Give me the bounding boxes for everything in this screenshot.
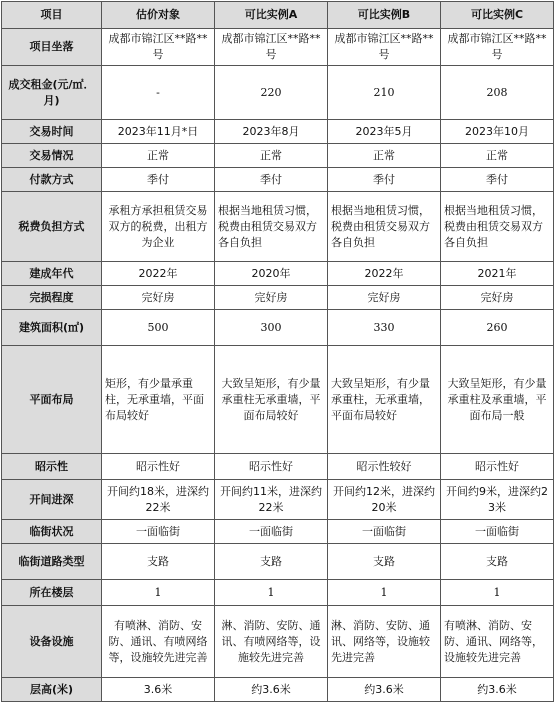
table-cell: 昭示性较好 bbox=[328, 454, 441, 480]
row-label: 昭示性 bbox=[2, 454, 102, 480]
table-row-floor-area bbox=[2, 310, 554, 346]
comparison-table bbox=[1, 1, 554, 702]
table-cell: 一面临街 bbox=[441, 520, 554, 544]
table-row-road-type bbox=[2, 544, 554, 580]
table-cell: 季付 bbox=[441, 168, 554, 192]
table-cell: 支路 bbox=[215, 544, 328, 580]
table-cell: 开间约9米，进深约23米 bbox=[441, 480, 554, 520]
table-row-facilities bbox=[2, 606, 554, 678]
table-row-built-year bbox=[2, 262, 554, 286]
table-cell: 淋、消防、安防、通讯、网络等，设施较先进完善 bbox=[328, 606, 441, 678]
row-label: 项目坐落 bbox=[2, 29, 102, 66]
table-cell: 一面临街 bbox=[328, 520, 441, 544]
table-cell: 2023年11月*日 bbox=[102, 120, 215, 144]
table-cell: 1 bbox=[441, 580, 554, 606]
table-cell: 2023年8月 bbox=[215, 120, 328, 144]
table-cell: 2023年10月 bbox=[441, 120, 554, 144]
table-row-transaction-status bbox=[2, 144, 554, 168]
table-cell: 支路 bbox=[102, 544, 215, 580]
table-cell: 正常 bbox=[328, 144, 441, 168]
table-cell: 约3.6米 bbox=[441, 678, 554, 702]
table-cell: 开间约18米，进深约22米 bbox=[102, 480, 215, 520]
table-cell: 季付 bbox=[215, 168, 328, 192]
row-label: 层高(米) bbox=[2, 678, 102, 702]
row-label: 完损程度 bbox=[2, 286, 102, 310]
table-cell: 有喷淋、消防、安防、通讯、有喷网络等，设施较先进完善 bbox=[102, 606, 215, 678]
table-cell: 根据当地租赁习惯，税费由租赁交易双方各自负担 bbox=[441, 192, 554, 262]
row-label: 交易时间 bbox=[2, 120, 102, 144]
header-subject: 估价对象 bbox=[102, 2, 215, 29]
table-cell: 有喷淋、消防、安防、通讯、网络等，设施较先进完善 bbox=[441, 606, 554, 678]
row-label: 设备设施 bbox=[2, 606, 102, 678]
row-label: 建筑面积(㎡) bbox=[2, 310, 102, 346]
table-cell: 完好房 bbox=[215, 286, 328, 310]
table-cell: 完好房 bbox=[328, 286, 441, 310]
table-cell: 季付 bbox=[328, 168, 441, 192]
table-cell: 成都市锦江区**路**号 bbox=[328, 29, 441, 66]
table-cell: 220 bbox=[215, 66, 328, 120]
table-cell: 300 bbox=[215, 310, 328, 346]
table-cell: 开间约11米，进深约22米 bbox=[215, 480, 328, 520]
table-cell: 支路 bbox=[441, 544, 554, 580]
table-cell: 成都市锦江区**路**号 bbox=[215, 29, 328, 66]
table-row-storey-height bbox=[2, 678, 554, 702]
header-comparable-c: 可比实例C bbox=[441, 2, 554, 29]
row-label: 成交租金(元/㎡．月) bbox=[2, 66, 102, 120]
table-cell: 昭示性好 bbox=[102, 454, 215, 480]
table-cell: 正常 bbox=[441, 144, 554, 168]
row-label: 临街道路类型 bbox=[2, 544, 102, 580]
table-row-visibility bbox=[2, 454, 554, 480]
table-cell: 矩形，有少量承重柱，无承重墙，平面布局较好 bbox=[102, 346, 215, 454]
table-cell: 根据当地租赁习惯，税费由租赁交易双方各自负担 bbox=[215, 192, 328, 262]
table-cell: 1 bbox=[215, 580, 328, 606]
table-cell: 淋、消防、安防、通讯、有喷网络等，设施较先进完善 bbox=[215, 606, 328, 678]
table-cell: 约3.6米 bbox=[215, 678, 328, 702]
table-cell: 大致呈矩形，有少量承重柱，无承重墙，平面布局较好 bbox=[328, 346, 441, 454]
row-label: 临街状况 bbox=[2, 520, 102, 544]
row-label: 平面布局 bbox=[2, 346, 102, 454]
table-cell: 约3.6米 bbox=[328, 678, 441, 702]
table-row-location bbox=[2, 29, 554, 66]
table-row-payment bbox=[2, 168, 554, 192]
table-cell: 260 bbox=[441, 310, 554, 346]
table-row-street-frontage bbox=[2, 520, 554, 544]
table-cell: 2023年5月 bbox=[328, 120, 441, 144]
row-label: 交易情况 bbox=[2, 144, 102, 168]
table-cell: 大致呈矩形，有少量承重柱及承重墙，平面布局一般 bbox=[441, 346, 554, 454]
table-cell: 完好房 bbox=[102, 286, 215, 310]
row-label: 付款方式 bbox=[2, 168, 102, 192]
table-cell: 2022年 bbox=[102, 262, 215, 286]
row-label: 开间进深 bbox=[2, 480, 102, 520]
table-cell: 昭示性好 bbox=[441, 454, 554, 480]
table-cell: 正常 bbox=[215, 144, 328, 168]
table-row-condition bbox=[2, 286, 554, 310]
table-cell: 330 bbox=[328, 310, 441, 346]
table-cell: 季付 bbox=[102, 168, 215, 192]
table-cell: 1 bbox=[328, 580, 441, 606]
table-cell: 500 bbox=[102, 310, 215, 346]
header-item: 项目 bbox=[2, 2, 102, 29]
table-cell: 支路 bbox=[328, 544, 441, 580]
table-cell: 承租方承担租赁交易双方的税费，出租方为企业 bbox=[102, 192, 215, 262]
table-cell: 一面临街 bbox=[102, 520, 215, 544]
row-label: 建成年代 bbox=[2, 262, 102, 286]
table-row-tax-burden bbox=[2, 192, 554, 262]
header-comparable-a: 可比实例A bbox=[215, 2, 328, 29]
table-cell: 1 bbox=[102, 580, 215, 606]
row-label: 税费负担方式 bbox=[2, 192, 102, 262]
table-cell: 大致呈矩形，有少量承重柱无承重墙，平面布局较好 bbox=[215, 346, 328, 454]
table-cell: 成都市锦江区**路**号 bbox=[441, 29, 554, 66]
table-row-rent bbox=[2, 66, 554, 120]
table-cell: 一面临街 bbox=[215, 520, 328, 544]
table-cell: - bbox=[102, 66, 215, 120]
table-cell: 根据当地租赁习惯，税费由租赁交易双方各自负担 bbox=[328, 192, 441, 262]
row-label: 所在楼层 bbox=[2, 580, 102, 606]
table-cell: 昭示性好 bbox=[215, 454, 328, 480]
table-cell: 3.6米 bbox=[102, 678, 215, 702]
table-cell: 2022年 bbox=[328, 262, 441, 286]
header-comparable-b: 可比实例B bbox=[328, 2, 441, 29]
table-cell: 2021年 bbox=[441, 262, 554, 286]
table-cell: 210 bbox=[328, 66, 441, 120]
table-cell: 开间约12米，进深约20米 bbox=[328, 480, 441, 520]
table-row-floor bbox=[2, 580, 554, 606]
table-cell: 2020年 bbox=[215, 262, 328, 286]
table-cell: 正常 bbox=[102, 144, 215, 168]
table-cell: 208 bbox=[441, 66, 554, 120]
table-cell: 成都市锦江区**路**号 bbox=[102, 29, 215, 66]
table-row-dimensions bbox=[2, 480, 554, 520]
table-row-layout bbox=[2, 346, 554, 454]
table-cell: 完好房 bbox=[441, 286, 554, 310]
table-row-transaction-time bbox=[2, 120, 554, 144]
header-row bbox=[2, 2, 554, 29]
